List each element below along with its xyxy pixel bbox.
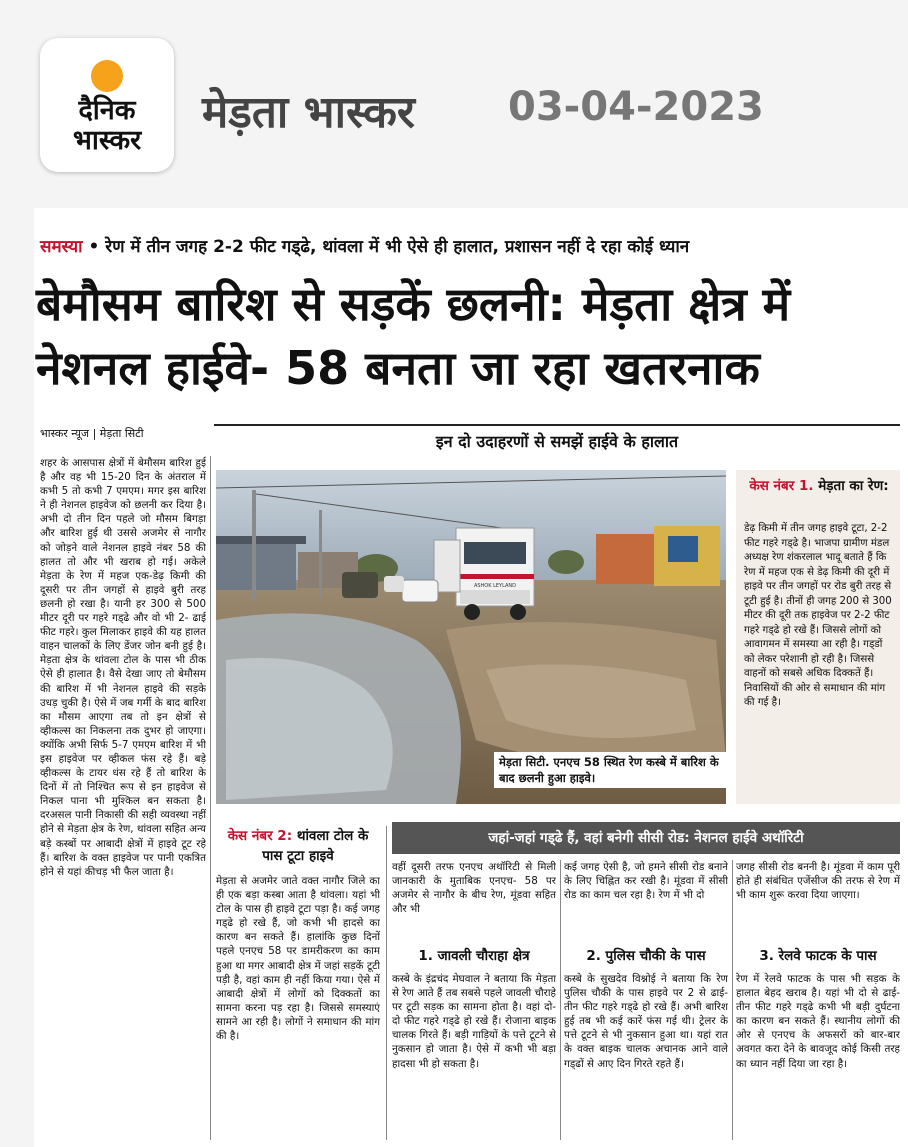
spot3-title: 3. रेलवे फाटक के पास [759,948,877,964]
case1-title [744,476,894,496]
column-divider [732,860,733,1140]
spot1-title: 1. जावली चौराहा क्षेत्र [418,948,530,964]
byline: भास्कर न्यूज | मेड़ता सिटी [40,427,144,440]
kicker [40,234,689,257]
photo-caption: मेड़ता सिटी. एनएच 58 स्थित रेण कस्बे में बारिश के बाद छलनी हुआ हाइवे। [494,752,730,788]
logo-text-line1: दैनिक [78,95,136,126]
nhai-col1: वहीं दूसरी तरफ एनएच अथॉरिटी से मिली जानकारी के मुताबिक एनएच- 58 पर अजमेर से नागौर के बीच रेण, मूंडवा सहित और भी [392,861,556,916]
nhai-banner: जहां-जहां गड्‌ढे हैं, वहां बनेगी सीसी रोड: नेशनल हाईवे अथॉरिटी [392,822,900,854]
edition-title: मेड़ता भास्कर [202,87,415,138]
sun-icon [91,60,123,92]
examples-heading: इन दो उदाहरणों से समझें हाईवे के हालात [435,432,679,451]
lead-column: शहर के आसपास क्षेत्रों में बेमौसम बारिश हुई है और वह भी 15-20 दिन के अंतराल में कभी 5 तो कभी 7 एमएम। मगर इस बारिश ने ही नेशनल हाइवेज को छलनी कर दिया है। अभी दो तीन दिन पहले जो मौसम बिगड़ा और बारिश हुई थी उससे अजमेर से नागौर को जोड़ने वाले नेशनल हाइवे नंबर 58 की हालत तो और भी खराब हो गई। अकेले मेड़ता के रेण में महज एक-डेढ़ किमी की दूसरी पर तीन जगहों से हाइवे बुरी तरह छलनी हो रखा है। यानी हर 300 से 500 मीटर दूरी पर गहरे गड्‌ढे और वो भी 2- ढाई फीट गहरे। कुल मिलाकर हाइवे की यह हालत वाहन चालकों के लिए डेंजर जोन बनी हुई है। मेड़ता क्षेत्र के थांवला टोल के पास भी ठीक ऐसे ही हालात है। वैसे देखा जाए तो बेमौसम की बारिश में भी नेशनल हाइवे की सड़के उधड़ चुकी है। ऐसे में जब गर्मी के बाद बारिश का मौसम आएगा तब तो इन क्षेत्रों से व्हीकल्स का निकलना तक दुभर हो जाएगा। क्योंकि अभी सिर्फ 5-7 एमएम बारिश में भी इस हाइवेज पर व्हीकल फंस रहे हैं। बड़े व्हीकल्स के टायर धंस रहे हैं तो बारिश के दिनों में तो निश्चित रूप से इन हाइवेज से निकल पाना भी मुश्किल बन सकता है। दरअसल पानी निकासी की सही व्यवस्था नहीं होने से मेड़ता क्षेत्र के रेण, थांवला सहित अन्य बड़े कस्बों पर आबादी क्षेत्रों में हाइवे टूट रहे हैं। बारिश के वक्त हाइवेज पर पानी एकत्रित होने से यहां कीचड़ भी फैल जाता है। [40,457,206,878]
case1-label: केस नंबर 1. [749,478,814,494]
column-divider [560,860,561,1140]
divider [214,424,900,426]
headline: बेमौसम बारिश से सड़कें छलनी: मेड़ता क्षेत्र में नेशनल हाईवे- 58 बनता जा रहा खतरनाक [36,277,791,395]
case1-place: मेड़ता का रेण: [818,478,889,494]
truck-brand-label: ASHOK LEYLAND [473,583,517,589]
edition-date: 03-04-2023 [508,84,764,130]
case2-place: थांवला टोल के पास टूटा हाइवे [262,828,369,864]
nhai-col2: कई जगह ऐसी है, जो हमने सीसी रोड बनाने के लिए चिह्नित कर रखी है। मूंडवा में सीसी रोड का काम चल रहा है। रेण में भी दो [564,861,728,902]
case2-text: मेड़ता से अजमेर जाते वक्त नागौर जिले का ही एक बड़ा कस्बा आता है थांवला। यहां भी टोल के पास ही हाइवे टूटा पड़ा है। कई जगह गड्‌ढे हो रखे हैं, जो कभी भी हादसे का कारण बन सकते हैं। हालांकि कुछ दिनों पहले एनएच 58 पर डामरीकरण का काम हुआ था मगर आबादी क्षेत्र में जहां सड़कें टूटी पड़ी है, वहां काम ही नहीं किया गया। ऐसे में आबादी क्षेत्रों में लोगों को दिक्कतों का सामना करना पड़ रहा है। जिससे समस्याएं सामने आ रही है। लोगों ने समाधान की मांग की है। [216,875,380,1043]
spot2-title: 2. पुलिस चौकी के पास [586,948,706,964]
spot3-text: रेण में रेलवे फाटक के पास भी सड़क के हालात बेहद खराब है। यहां भी दो से ढाई-तीन फीट गहरे गड्‌ढे कभी भी बड़ी दुर्घटना का कारण बन सकते हैं। स्थानीय लोगों की ओर से एनएच के अफसरों को बार-बार अवगत करा देने के बावजूद कोई किसी तरह का ध्यान नहीं दिया जा रहा है। [736,973,900,1070]
kicker-text: • रेण में तीन जगह 2-2 फीट गड्‌ढे, थांवला में भी ऐसे ही हालात, प्रशासन नहीं दे रहा कोई ध्यान [88,237,690,257]
column-divider [210,456,211,1140]
spot2-text: कस्बे के सुखदेव विश्नोई ने बताया कि रेण पुलिस चौकी के पास हाइवे पर 2 से ढाई-तीन फीट गहरे गड्‌ढे हो रखे हैं। अभी बारिश हुई तब भी कई कारें फंस गई थी। ट्रेलर के पत्ते टूटने से भी नुकसान हुआ था। यहां रात के वक्त बाइक चालक अचानक आने वाले गड्‌ढों से आए दिन गिरते रहते हैं। [564,973,728,1070]
spot1-text: कस्बे के इंद्रचंद मेघवाल ने बताया कि मेड़ता से रेण आते हैं तब सबसे पहले जावली चौराहे पर टूटी सड़क का सामना होता है। वहां दो-दो फीट गहरे गड्‌ढे हो रखे हैं। रोजाना बाइक चालक गिरते हैं। बड़ी गाड़ियों के पत्ते टूटने से नुकसान हो जाता है। ऐसे में कभी भी बड़ा हादसा भी हो सकता है। [392,973,556,1070]
column-divider [386,826,387,1140]
nhai-col3: जगह सीसी रोड बननी है। मूंडवा में काम पूरी होते ही संबंधित एजेंसीज की तरफ से रेण में भी काम शुरू करवा दिया जाएगा। [736,861,900,902]
dainik-bhaskar-logo [40,38,174,172]
case2-label: केस नंबर 2: [227,828,293,844]
kicker-label: समस्या [40,237,83,257]
case2-title [216,826,380,866]
logo-text-line2: भास्कर [72,125,142,156]
case1-text: डेढ़ किमी में तीन जगह हाइवे टूटा, 2-2 फीट गहरे गड्‌ढे है। भाजपा ग्रामीण मंडल अध्यक्ष रेण शंकरलाल भादू बताते हैं कि रेण में महज एक से डेढ़ किमी की दूरी में हाइवे पर तीन जगहों पर रोड बुरी तरह से टूटी हुई है। तीनों ही जगह 200 से 300 मीटर की दूरी तक हाइवेज पर 2-2 फीट गहरे गड्‌ढे हो रखे हैं। जिससे लोगों को आवागमन में समस्या आ रही है। गड्‌डों को लेकर परेशानी हो रही है। जिससे वाहनों को सबसे अधिक दिक्कतें हैं। निवासियों की ओर से समाधान की मांग की गई है। [744,523,892,708]
